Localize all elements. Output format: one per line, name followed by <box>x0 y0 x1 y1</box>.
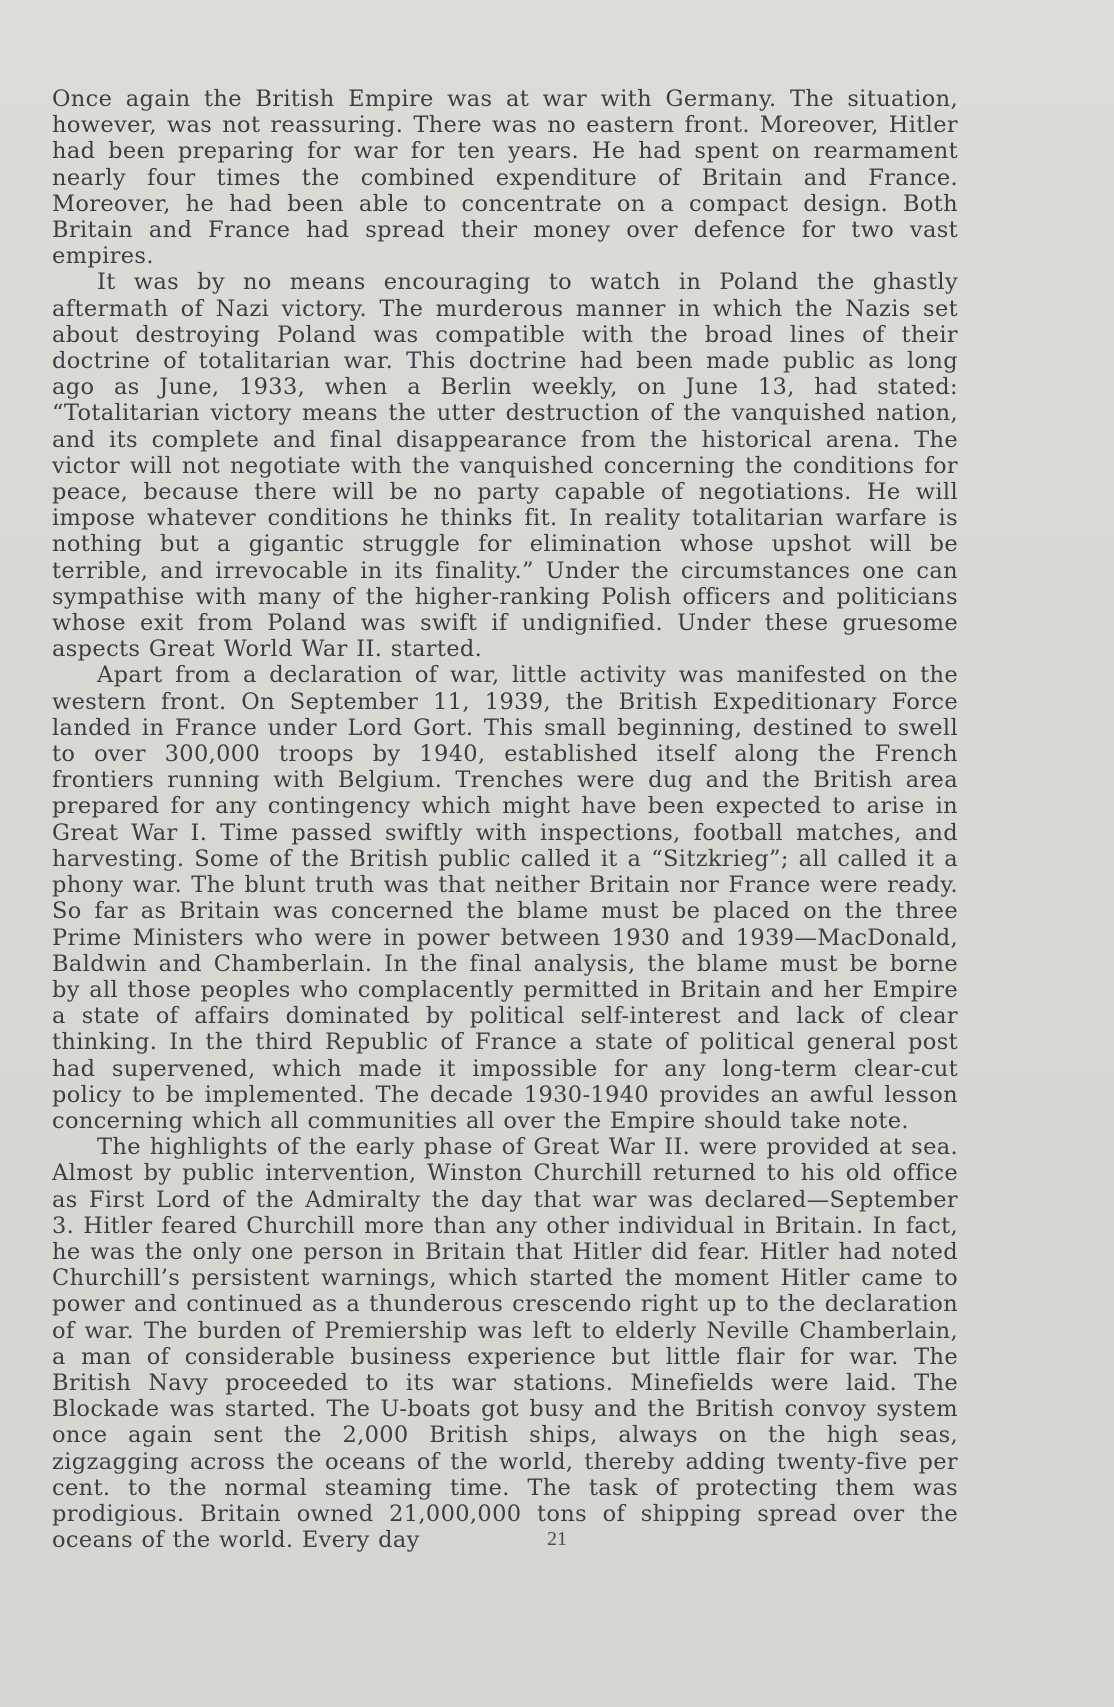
paragraph-1: Once again the British Empire was at war with Germany. The situation, however, was not reassuring. There was no eastern front. Moreover, Hitler had been preparing for war for ten years. He had spent on rearmament nearly four times the combined expenditure of Britain and France. Moreover, he had been able to concentrate on a compact design. Both Britain and France had spread their money over defence for two vast empires. <box>52 86 958 270</box>
paragraph-3: Apart from a declaration of war, little activity was manifested on the western front. On September 11, 1939, the British Expeditionary Force landed in France under Lord Gort. This small beginning, destined to swell to over 300,000 troops by 1940, established itself along the French frontiers running with Belgium. Trenches were dug and the British area prepared for any contingency which might have been expected to arise in Great War I. Time passed swiftly with inspections, football matches, and harvesting. Some of the British public called it a “Sitzkrieg”; all called it a phony war. The blunt truth was that neither Britain nor France were ready. So far as Britain was concerned the blame must be placed on the three Prime Ministers who were in power between 1930 and 1939—MacDonald, Baldwin and Chamberlain. In the final analysis, the blame must be borne by all those peoples who complacently permitted in Britain and her Empire a state of affairs dominated by political self-interest and lack of clear thinking. In the third Republic of France a state of political general post had supervened, which made it impossible for any long-term clear-cut policy to be implemented. The decade 1930-1940 provides an awful lesson concerning which all communities all over the Empire should take note. <box>52 662 958 1134</box>
page-number: 21 <box>547 1528 567 1550</box>
paragraph-2: It was by no means encouraging to watch in Poland the ghastly aftermath of Nazi victory. The murderous manner in which the Nazis set about destroying Poland was compatible with the broad lines of their doctrine of totalitarian war. This doctrine had been made public as long ago as June, 1933, when a Berlin weekly, on June 13, had stated: “Totalitarian victory means the utter destruction of the vanquished nation, and its complete and final disappearance from the historical arena. The victor will not negotiate with the vanquished concerning the conditions for peace, because there will be no party capable of negotiations. He will impose whatever conditions he thinks fit. In reality totalitarian warfare is nothing but a gigantic struggle for elimination whose upshot will be terrible, and irrevocable in its finality.” Under the circumstances one can sympathise with many of the higher-ranking Polish officers and politicians whose exit from Poland was swift if undignified. Under these gruesome aspects Great World War II. started. <box>52 269 958 663</box>
body-text <box>52 86 958 1553</box>
paragraph-4: The highlights of the early phase of Great War II. were provided at sea. Almost by public intervention, Winston Churchill returned to his old office as First Lord of the Admiralty the day that war was declared—September 3. Hitler feared Churchill more than any other individual in Britain. In fact, he was the only one person in Britain that Hitler did fear. Hitler had noted Churchill’s persistent warnings, which started the moment Hitler came to power and continued as a thunderous crescendo right up to the declaration of war. The burden of Premiership was left to elderly Neville Chamberlain, a man of considerable business experience but little flair for war. The British Navy proceeded to its war stations. Minefields were laid. The Blockade was started. The U-boats got busy and the British convoy system once again sent the 2,000 British ships, always on the high seas, zigzagging across the oceans of the world, thereby adding twenty-five per cent. to the normal steaming time. The task of protecting them was prodigious. Britain owned 21,000,000 tons of shipping spread over the oceans of the world. Every day <box>52 1134 958 1554</box>
